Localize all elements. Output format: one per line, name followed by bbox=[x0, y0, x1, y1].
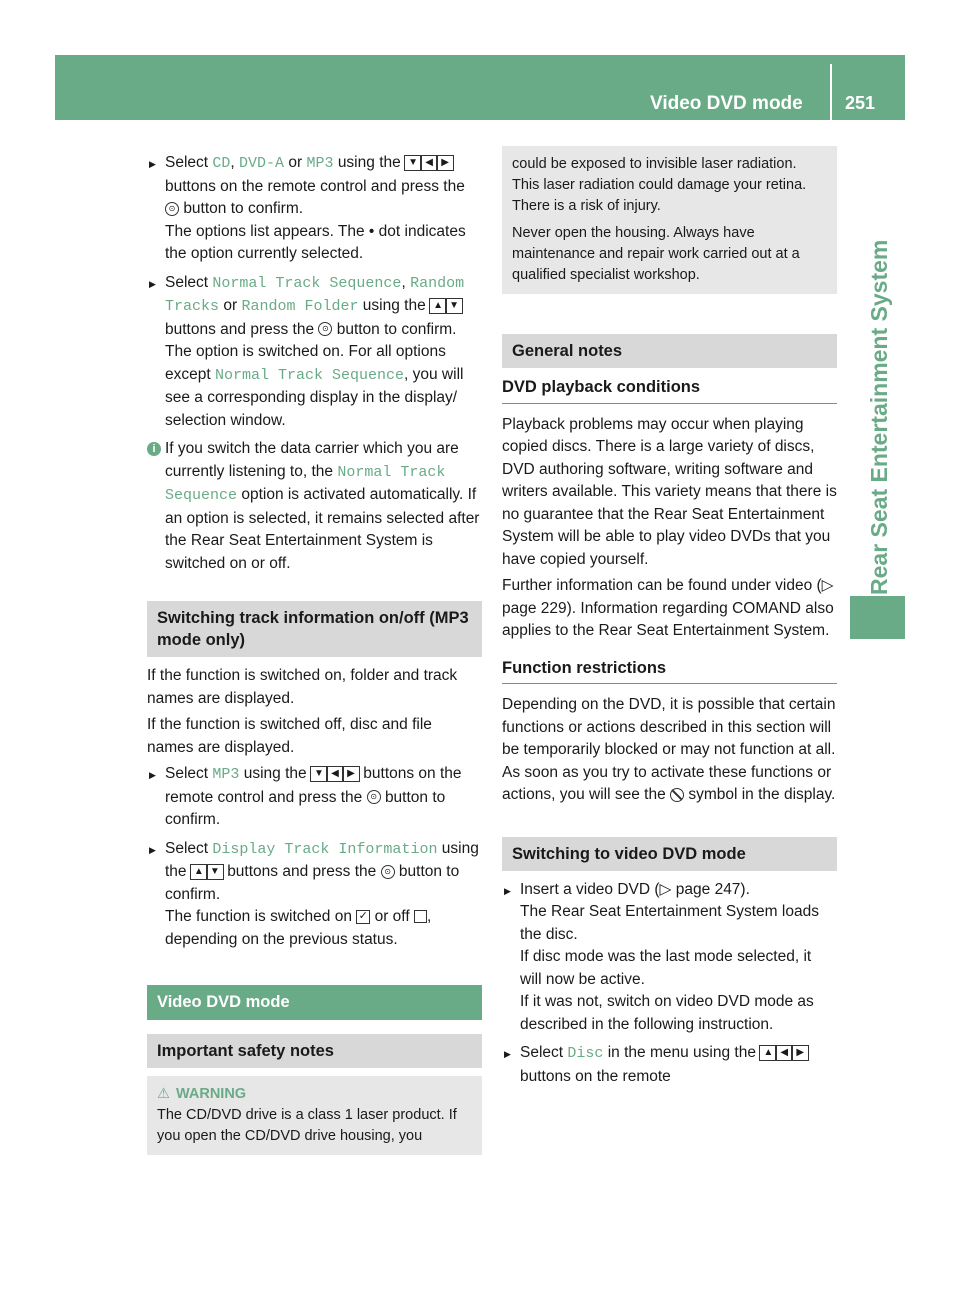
warning-box: ⚠ WARNING The CD/DVD drive is a class 1 laser product. If you open the CD/DVD drive housing, you bbox=[147, 1076, 482, 1155]
up-key-icon: ▲ bbox=[190, 864, 208, 880]
instruction-step: ▶ Select Display Track Information using the ▲ ▼ buttons and press the ⊙ button to confirm. The function is switched on ✓ or off , depending on the previous status. bbox=[147, 838, 482, 952]
right-key-icon: ▶ bbox=[791, 1045, 809, 1061]
option-mp3: MP3 bbox=[306, 155, 334, 172]
prohibited-icon bbox=[670, 788, 684, 802]
paragraph: If the function is switched off, disc and file names are displayed. bbox=[147, 716, 432, 756]
right-key-icon: ▶ bbox=[342, 766, 360, 782]
option-normal-track-sequence: Normal Track Sequence bbox=[212, 274, 402, 292]
section-heading: Important safety notes bbox=[147, 1034, 482, 1068]
option-display-track-information: Display Track Information bbox=[212, 840, 438, 858]
paragraph: If the function is switched on, folder and track names are displayed. bbox=[147, 667, 458, 707]
page-number: 251 bbox=[845, 93, 876, 113]
section-heading: General notes bbox=[502, 334, 837, 368]
option-normal-track-sequence: Normal Track Sequence bbox=[165, 463, 446, 504]
section-heading: Switching track information on/off (MP3 mode only) bbox=[147, 601, 482, 657]
left-key-icon: ◀ bbox=[775, 1045, 793, 1061]
info-icon: i bbox=[147, 442, 161, 456]
ok-button-icon: ⊙ bbox=[165, 202, 179, 216]
section-heading-video-dvd-mode: Video DVD mode bbox=[147, 985, 482, 1020]
subheading: DVD playback conditions bbox=[502, 376, 837, 404]
side-chapter-title: Rear Seat Entertainment System bbox=[865, 239, 892, 595]
instruction-step: ▶ Select MP3 using the ▼ ◀ ▶ buttons on the remote control and press the ⊙ button to confirm. bbox=[147, 763, 482, 832]
right-key-icon: ▶ bbox=[436, 155, 454, 171]
down-key-icon: ▼ bbox=[404, 155, 422, 171]
option-random-tracks: Random Tracks bbox=[165, 274, 465, 315]
side-tab-marker bbox=[850, 596, 905, 639]
option-disc: Disc bbox=[567, 1045, 604, 1062]
up-key-icon: ▲ bbox=[759, 1045, 777, 1061]
left-key-icon: ◀ bbox=[420, 155, 438, 171]
section-heading: Switching to video DVD mode bbox=[502, 837, 837, 871]
left-key-icon: ◀ bbox=[326, 766, 344, 782]
instruction-step: ▶ Select Normal Track Sequence, Random Tracks or Random Folder using the ▲ ▼ buttons and press the ⊙ button to confirm. The option is switched on. For all options except Normal Track Sequence, you will see a corresponding display in the display/ selection window. bbox=[147, 272, 482, 433]
header-divider bbox=[830, 64, 832, 120]
ok-button-icon: ⊙ bbox=[367, 790, 381, 804]
down-key-icon: ▼ bbox=[445, 298, 463, 314]
down-key-icon: ▼ bbox=[206, 864, 224, 880]
option-dvd-a: DVD-A bbox=[239, 155, 285, 172]
ok-button-icon: ⊙ bbox=[381, 865, 395, 879]
option-normal-track-sequence: Normal Track Sequence bbox=[214, 366, 405, 384]
paragraph: Further information can be found under video (▷ page 229). Information regarding COMAND also applies to the Rear Seat Entertainment System. bbox=[502, 577, 834, 639]
dot-icon: • bbox=[368, 222, 375, 240]
left-column bbox=[147, 152, 482, 1155]
paragraph: Playback problems may occur when playing copied discs. There is a large variety of discs, DVD authoring software, writing software and writers available. This variety means that there is no guarantee that the Rear Seat Entertainment System will be able to play video DVDs that you have copied yourself. bbox=[502, 415, 837, 568]
warning-box-continued: could be exposed to invisible laser radiation. This laser radiation could damage your retina. There is a risk of injury. Never open the housing. Always have maintenance and repair work carried out at a qualified specialist workshop. bbox=[502, 146, 837, 294]
checkbox-empty-icon bbox=[414, 910, 427, 923]
instruction-step: ▶ Select Disc in the menu using the ▲ ◀ ▶ buttons on the remote bbox=[502, 1042, 837, 1088]
option-cd: CD bbox=[212, 155, 231, 172]
option-random-folder: Random Folder bbox=[241, 298, 359, 315]
checkbox-checked-icon: ✓ bbox=[356, 910, 370, 924]
page-header-title: Video DVD mode bbox=[650, 93, 803, 114]
option-mp3: MP3 bbox=[212, 766, 240, 783]
down-key-icon: ▼ bbox=[310, 766, 328, 782]
ok-button-icon: ⊙ bbox=[318, 322, 332, 336]
up-key-icon: ▲ bbox=[429, 298, 447, 314]
info-note: i If you switch the data carrier which you are currently listening to, the Normal Track Sequence option is activated automatically. If an option is selected, it remains selected after the Rear Seat Entertainment System is switched on or off. bbox=[147, 438, 482, 575]
instruction-step: ▶ Insert a video DVD (▷ page 247). The Rear Seat Entertainment System loads the disc. If disc mode was the last mode selected, it will now be active. If it was not, switch on video DVD mode as described in the following instruction. bbox=[502, 879, 837, 1037]
warning-icon: ⚠ bbox=[157, 1085, 170, 1102]
instruction-step: ▶ Select CD, DVD-A or MP3 using the ▼ ◀ ▶ buttons on the remote control and press the ⊙ button to confirm. The options list appears. The • dot indicates the option currently selected. bbox=[147, 152, 482, 266]
paragraph: Depending on the DVD, it is possible that certain functions or actions described in this section will be temporarily blocked or may not function at all. As soon as you try to activate these functions or actions, you will see the symbol in the display. bbox=[502, 696, 836, 803]
right-column bbox=[502, 152, 837, 1094]
subheading: Function restrictions bbox=[502, 657, 837, 685]
